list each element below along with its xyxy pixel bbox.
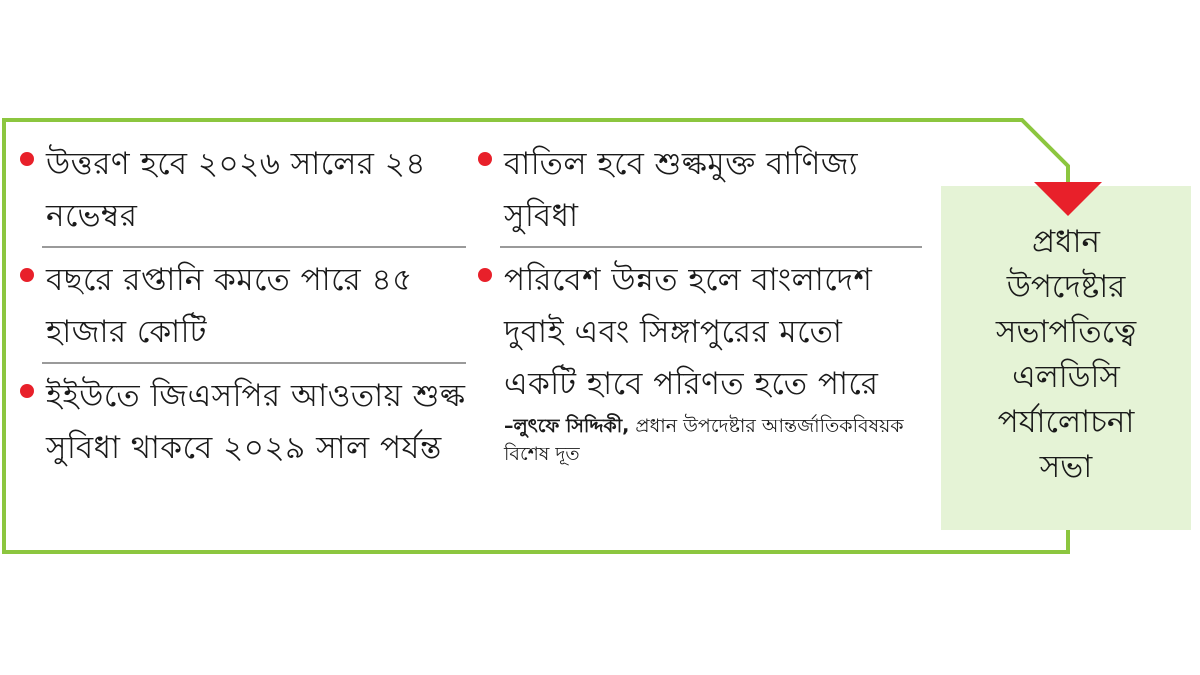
bullet-icon (478, 152, 492, 166)
divider (500, 246, 922, 248)
list-item (18, 138, 466, 242)
sidebar-panel (941, 186, 1191, 530)
list-item (476, 254, 922, 410)
list-item-text: পরিবেশ উন্নত হলে বাংলাদেশ দুবাই এবং সিঙ্গাপুরের মতো একটি হাবে পরিণত হতে পারে (504, 262, 879, 402)
list-item-text: উত্তরণ হবে ২০২৬ সালের ২৪ নভেম্বর (46, 146, 426, 234)
bullet-icon (20, 268, 34, 282)
quote-author: –লুৎফে সিদ্দিকী, (504, 415, 630, 437)
list-item-text: বাতিল হবে শুল্কমুক্ত বাণিজ্য সুবিধা (504, 146, 859, 234)
list-item (18, 370, 466, 474)
left-column (18, 138, 466, 474)
list-item-text: বছরে রপ্তানি কমতে পারে ৪৫ হাজার কোটি (46, 262, 413, 350)
list-item-text: ইইউতে জিএসপির আওতায় শুল্ক সুবিধা থাকবে ২০২৯ সাল পর্যন্ত (46, 378, 466, 466)
quote-designation: প্রধান উপদেষ্টার আন্তর্জাতিকবিষয়ক বিশেষ দূত (504, 415, 904, 465)
list-item (18, 254, 466, 358)
bullet-icon (20, 384, 34, 398)
middle-column (476, 138, 922, 468)
bullet-icon (20, 152, 34, 166)
quote-source (476, 412, 922, 468)
divider (42, 246, 466, 248)
bullet-icon (478, 268, 492, 282)
divider (42, 362, 466, 364)
sidebar-title: প্রধান উপদেষ্টার সভাপতিত্বে এলডিসি পর্যালোচনা সভা (995, 224, 1137, 485)
list-item (476, 138, 922, 242)
